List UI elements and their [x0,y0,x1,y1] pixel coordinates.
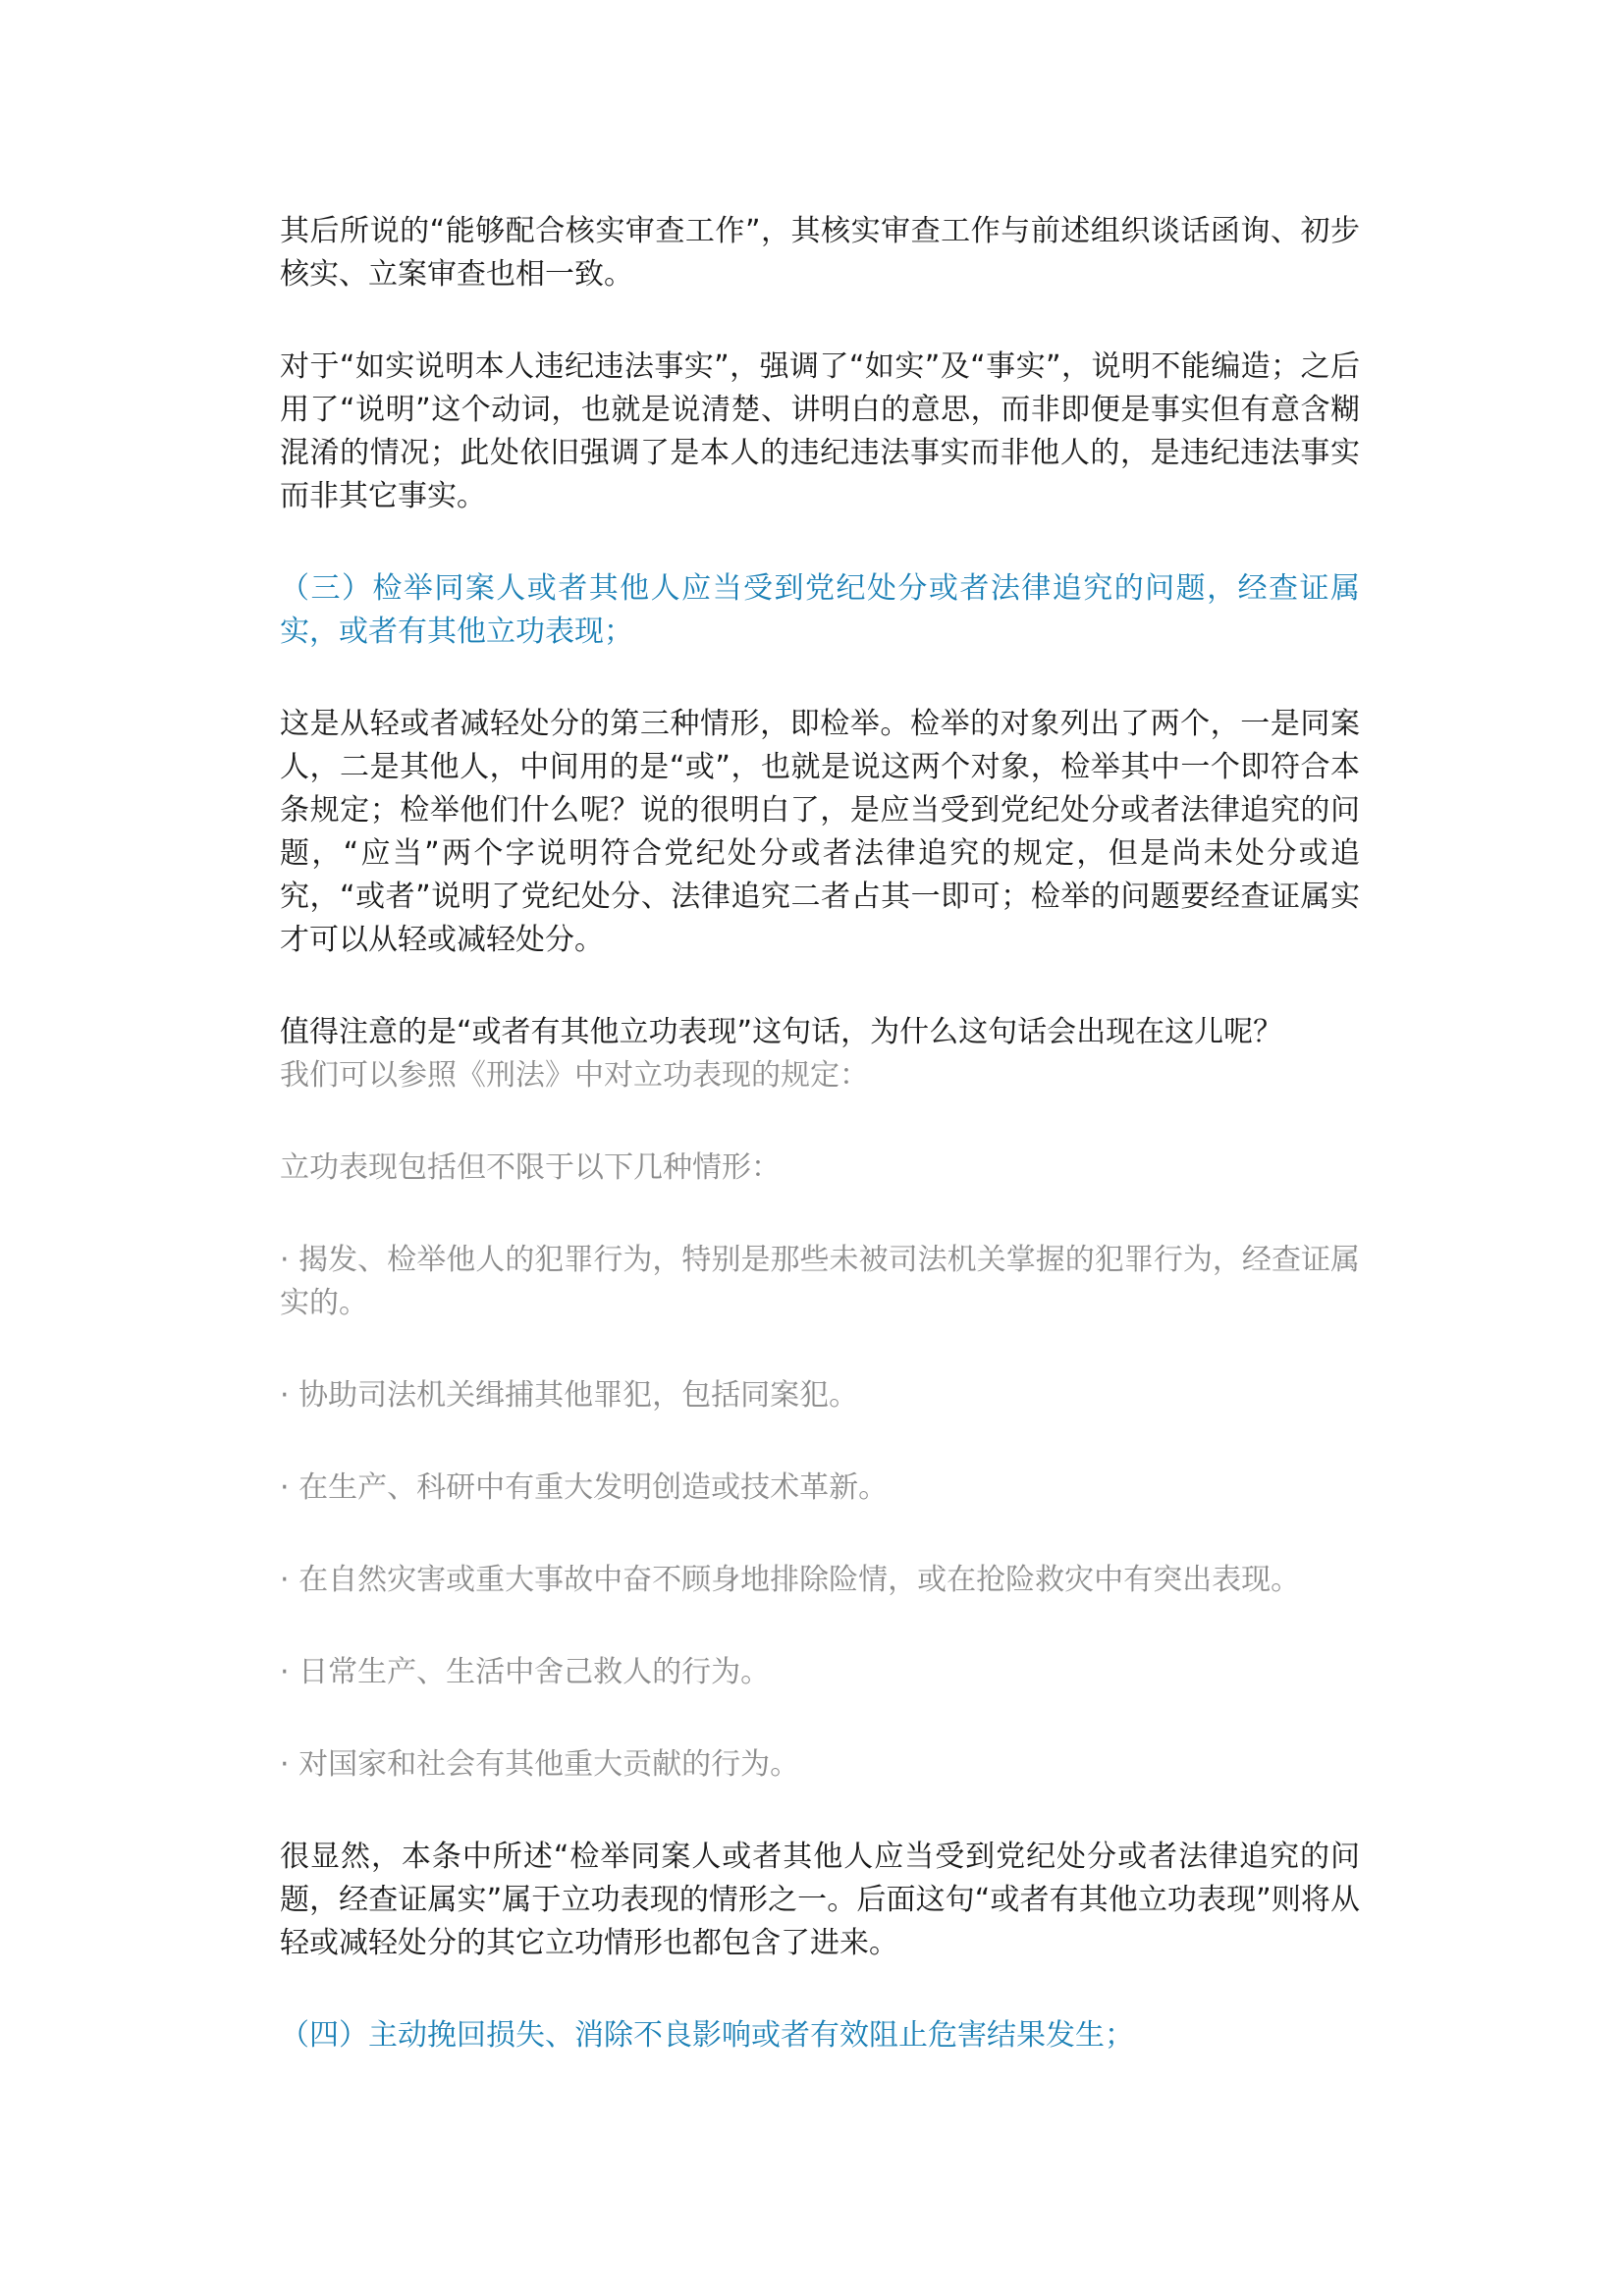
paragraph-report-analysis: 这是从轻或者减轻处分的第三种情形，即检举。检举的对象列出了两个，一是同案人，二是其他人，中间用的是“或”，也就是说这两个对象，检举其中一个即符合本条规定；检举他们什么呢？说的很明白了，是应当受到党纪处分或者法律追究的问题，“应当”两个字说明符合党纪处分或者法律追究的规定，但是尚未处分或追究，“或者”说明了党纪处分、法律追究二者占其一即可；检举的问题要经查证属实才可以从轻或减轻处分。 [280,707,1360,957]
paragraph-verification-work: 其后所说的“能够配合核实审查工作”，其核实审查工作与前述组织谈话函询、初步核实、立案审查也相一致。 [280,214,1360,292]
quote-list-item: · 揭发、检举他人的犯罪行为，特别是那些未被司法机关掌握的犯罪行为，经查证属实的。 [280,1243,1360,1320]
quote-list-item: · 协助司法机关缉捕其他罪犯，包括同案犯。 [280,1378,859,1413]
quote-list-item: · 日常生产、生活中舍己救人的行为。 [280,1655,771,1689]
quote-list-item: · 在生产、科研中有重大发明创造或技术革新。 [280,1470,889,1505]
quote-list-item: · 对国家和社会有其他重大贡献的行为。 [280,1747,800,1782]
section-heading-3: （三）检举同案人或者其他人应当受到党纪处分或者法律追究的问题，经查证属实，或者有其他立功表现； [280,571,1360,649]
paragraph-truthful-explanation: 对于“如实说明本人违纪违法事实”，强调了“如实”及“事实”，说明不能编造；之后用了“说明”这个动词，也就是说清楚、讲明白的意思，而非即便是事实但有意含糊混淆的情况；此处依旧强调了是本人的违纪违法事实而非他人的，是违纪违法事实而非其它事实。 [280,349,1360,513]
quote-list-intro: 立功表现包括但不限于以下几种情形： [280,1150,781,1185]
paragraph-meritorious-question: 值得注意的是“或者有其他立功表现”这句话，为什么这句话会出现在这儿呢？ [280,1015,1283,1049]
section-heading-4: （四）主动挽回损失、消除不良影响或者有效阻止危害结果发生； [280,2018,1134,2053]
document-page [280,210,1360,2057]
paragraph-conclusion: 很显然，本条中所述“检举同案人或者其他人应当受到党纪处分或者法律追究的问题，经查证属实”属于立功表现的情形之一。后面这句“或者有其他立功表现”则将从轻或减轻处分的其它立功情形也都包含了进来。 [280,1840,1360,1960]
quote-criminal-law-intro: 我们可以参照《刑法》中对立功表现的规定： [280,1058,869,1093]
quote-list-item: · 在自然灾害或重大事故中奋不顾身地排除险情，或在抢险救灾中有突出表现。 [280,1563,1301,1597]
